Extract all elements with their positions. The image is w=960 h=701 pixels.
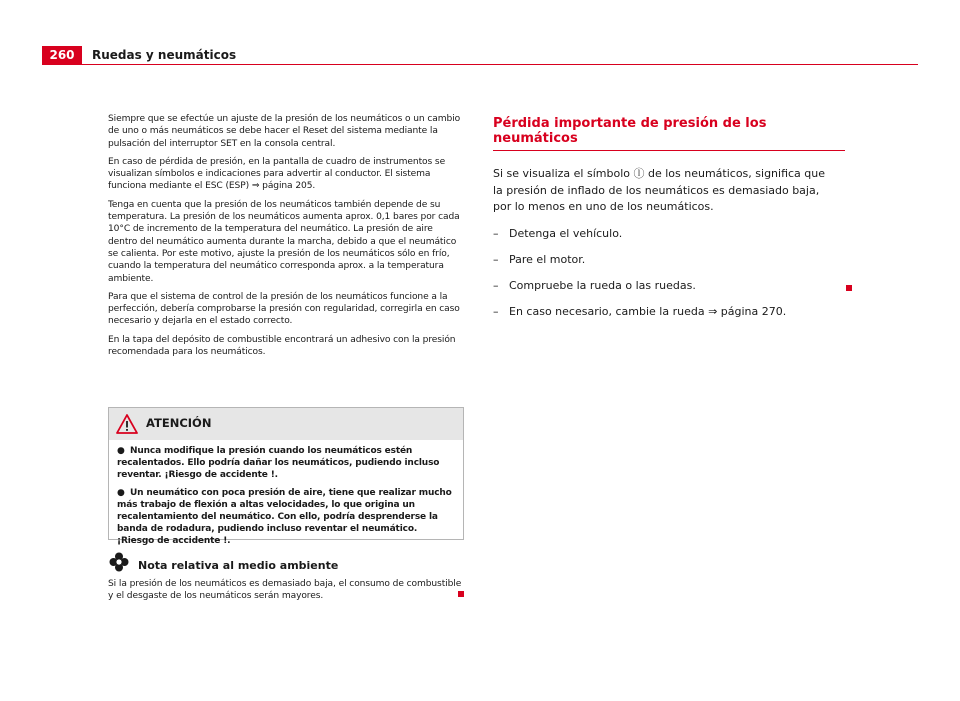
paragraph: Para que el sistema de control de la presión de los neumáticos funcione a la perfección, debería comprobarse la presión con regularidad, corregirla en caso necesario y dejarla en el estado correcto. [108, 291, 460, 327]
warning-box [108, 407, 464, 547]
paragraph: En caso de pérdida de presión, en la pantalla de cuadro de instrumentos se visualizan símbolos e indicaciones para advertir al conductor. El sistema funciona mediante el ESC (ESP) ⇒ página 205. [108, 156, 446, 192]
step-item [493, 304, 853, 320]
page-header [0, 0, 960, 70]
warning-header [109, 408, 463, 440]
section-title: Ruedas y neumáticos [92, 48, 237, 62]
end-of-section-marker [458, 591, 464, 597]
right-column [493, 116, 853, 330]
environment-note-title: Nota relativa al medio ambiente [138, 559, 339, 572]
steps-list [493, 226, 853, 320]
dash-icon: – [493, 304, 499, 318]
warning-title: ATENCIÓN [146, 416, 212, 430]
paragraph: Tenga en cuenta que la presión de los neumáticos también depende de su temperatura. La presión de los neumáticos aumenta aprox. 0,1 bares por cada 10°C de incremento de la temperatura del neumático. La presión de aire dentro del neumático aumenta durante la marcha, debido a que el neumático se calienta. Por este motivo, ajuste la presión de los neumáticos sólo en frío, cuando la temperatura del neumático corresponda aprox. a la temperatura ambiente. [108, 199, 460, 284]
header-divider [82, 64, 918, 65]
paragraph: En la tapa del depósito de combustible encontrará un adhesivo con la presión recomendada para los neumáticos. [108, 334, 456, 358]
flower-icon [108, 551, 130, 577]
warning-triangle-icon [116, 414, 138, 438]
end-of-section-marker [846, 285, 852, 291]
environment-note-text: Si la presión de los neumáticos es demasiado baja, el consumo de combustible y el desgaste de los neumáticos serán mayores. [108, 579, 462, 602]
step-text: Detenga el vehículo. [509, 226, 623, 240]
bullet-icon: ● [117, 487, 125, 498]
step-text: Pare el motor. [509, 252, 586, 266]
step-item [493, 252, 853, 268]
paragraph: Siempre que se efectúe un ajuste de la presión de los neumáticos o un cambio de uno o más neumáticos se debe hacer el Reset del sistema mediante la pulsación del interruptor SET en la consola central. [108, 114, 461, 149]
warning-body [109, 440, 463, 548]
warning-item-text: Nunca modifique la presión cuando los neumáticos estén recalentados. Ello podría dañar los neumáticos, pudiendo incluso reventar. ¡Riesgo de accidente !. [117, 446, 440, 481]
left-column [108, 113, 464, 364]
right-section-title: Pérdida importante de presión de los neumáticos [493, 116, 845, 151]
step-text: En caso necesario, cambie la rueda ⇒ página 270. [509, 304, 787, 318]
step-item [493, 226, 853, 242]
dash-icon: – [493, 226, 499, 240]
warning-item-text: Un neumático con poca presión de aire, tiene que realizar mucho más trabajo de flexión a altas velocidades, lo que origina un recalentamiento del neumático. Con ello, podría desprenderse la banda de rodadura, pudiendo incluso reventar el neumático. ¡Riesgo de accidente !. [117, 487, 452, 547]
environment-note-header [108, 551, 468, 575]
warning-item [117, 445, 455, 482]
step-item [493, 278, 853, 294]
page-number: 260 [42, 46, 82, 65]
environment-note [108, 551, 468, 603]
right-intro-text: Si se visualiza el símbolo ⓛ de los neumáticos, significa que la presión de inflado de los neumáticos es demasiado baja, por lo menos en uno de los neumáticos. [493, 167, 826, 213]
warning-item [117, 487, 455, 548]
dash-icon: – [493, 252, 499, 266]
bullet-icon: ● [117, 446, 125, 456]
dash-icon: – [493, 278, 499, 292]
step-text: Compruebe la rueda o las ruedas. [509, 278, 696, 292]
